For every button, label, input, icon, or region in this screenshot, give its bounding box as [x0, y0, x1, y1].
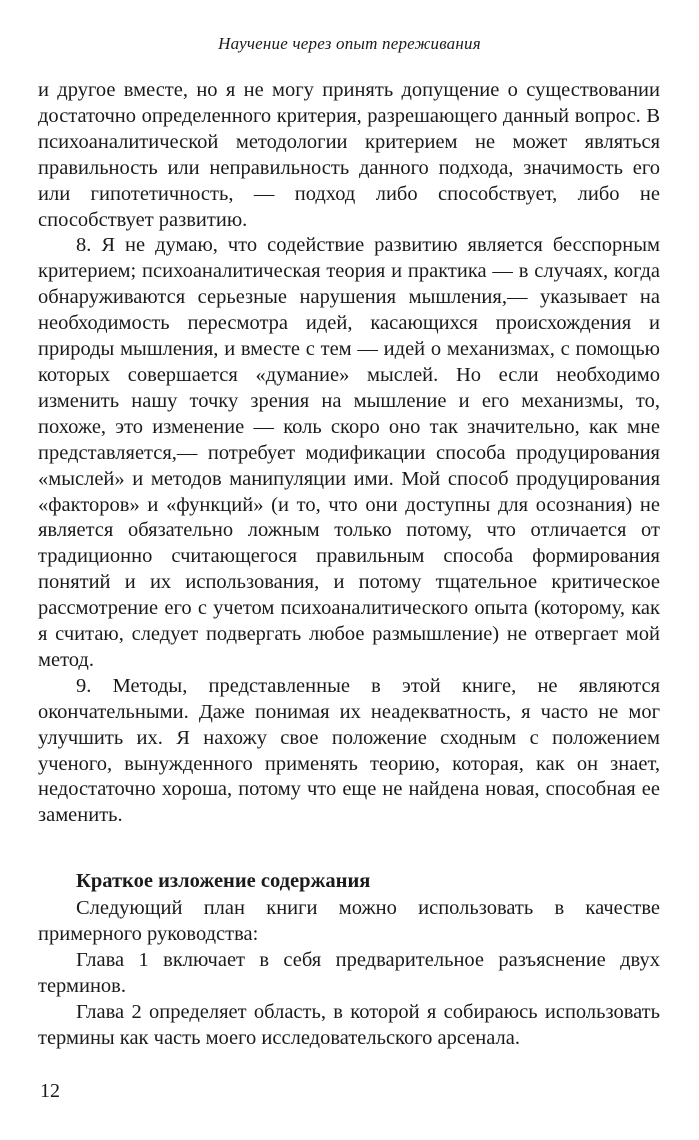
- body-text: [38, 78, 660, 829]
- summary-chapter-2: Глава 2 определяет область, в которой я собираюсь использовать термины как часть моего исследовательского арсенала.: [38, 1000, 660, 1049]
- section-heading: Краткое изложение содержания: [76, 870, 371, 892]
- summary-chapter-1: Глава 1 включает в себя предварительное разъяснение двух терминов.: [38, 948, 660, 997]
- paragraph-continuation: и другое вместе, но я не могу принять допущение о существовании достаточно определенного критерия, разрешающего данный вопрос. В психоаналитической методологии критерием не может являться правильность или неправильность данного подхода, значимость его или гипотетичность, — подход либо способствует, либо не способствует развитию.: [38, 79, 660, 231]
- summary-intro: Следующий план книги можно использовать в качестве примерного руководства:: [38, 897, 660, 945]
- paragraph-8: 8. Я не думаю, что содействие развитию является бесспорным критерием; психоаналитическая теория и практика — в случаях, когда обнаруживаются серьезные нарушения мышления,— указывает на необходимость пересмотра идей, касающихся происхождения и природы мышления, и вместе с тем — идей о механизмах, с помощью которых совершается «думание» мыслей. Но если необходимо изменить нашу точку зрения на мышление и его механизмы, то, похоже, это изменение — коль скоро оно так значительно, как мне представляется,— потребует модификации способа продуцирования «мыслей» и методов манипуляции ими. Мой способ продуцирования «факторов» и «функций» (и то, что они доступны для осознания) не является обязательно ложным только потому, что отличается от традиционно считающегося правильным способа формирования понятий и их использования, и потому тщательное критическое рассмотрение его с учетом психоаналитического опыта (которому, как я считаю, следует подвергать любое размышление) не отвергает мой метод.: [38, 234, 660, 671]
- running-head: Научение через опыт переживания: [218, 34, 481, 53]
- summary-section: [38, 896, 660, 1051]
- page-number: 12: [40, 1080, 60, 1102]
- paragraph-9: 9. Методы, представленные в этой книге, не являются окончательными. Даже понимая их неадекватность, я часто не мог улучшить их. Я нахожу свое положение сходным с положением ученого, вынужденного применять теорию, которая, как он знает, недостаточно хороша, потому что еще не найдена новая, способная ее заменить.: [38, 674, 660, 827]
